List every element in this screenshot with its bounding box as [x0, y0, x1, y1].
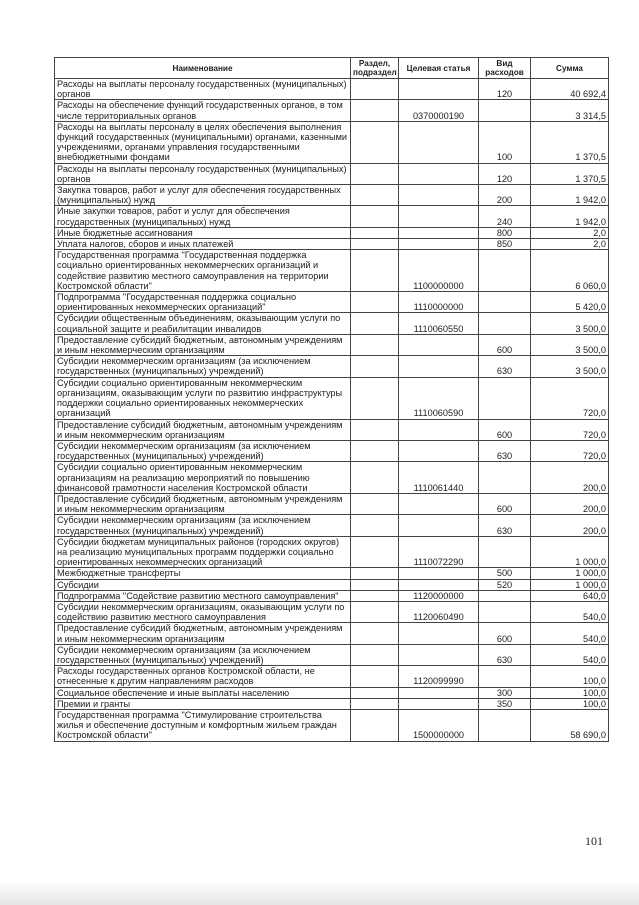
table-cell-target: 1120099990 [399, 666, 479, 687]
table-cell-sum: 720,0 [531, 377, 609, 419]
table-cell-target [399, 440, 479, 461]
table-cell-type [479, 601, 531, 622]
table-cell-type: 200 [479, 185, 531, 206]
table-row [55, 100, 609, 121]
table-cell-target [399, 227, 479, 238]
table-cell-sum: 1 000,0 [531, 536, 609, 568]
page-number: 101 [585, 834, 603, 848]
table-cell-type: 630 [479, 515, 531, 536]
table-cell-section [351, 250, 399, 292]
table-cell-name: Субсидии бюджетам муниципальных районов (городских округов) на реализацию муниципальных программ поддержки социально ориентированных некоммерческих организаций [55, 536, 351, 568]
table-row [55, 250, 609, 292]
table-cell-sum: 1 000,0 [531, 568, 609, 579]
table-cell-name: Иные закупки товаров, работ и услуг для обеспечения государственных (муниципальных) нужд [55, 206, 351, 227]
table-cell-section [351, 644, 399, 665]
table-row [55, 185, 609, 206]
table-cell-type: 520 [479, 579, 531, 590]
table-cell-section [351, 121, 399, 163]
table-row [55, 590, 609, 601]
table-row [55, 227, 609, 238]
table-cell-target [399, 419, 479, 440]
table-cell-sum: 540,0 [531, 601, 609, 622]
table-row [55, 356, 609, 377]
table-cell-type: 600 [479, 419, 531, 440]
table-cell-sum: 40 692,4 [531, 79, 609, 100]
table-cell-sum: 3 500,0 [531, 356, 609, 377]
table-cell-type: 350 [479, 698, 531, 709]
table-cell-name: Субсидии некоммерческим организациям (за исключением государственных (муниципальных) учреждений) [55, 356, 351, 377]
table-cell-sum: 6 060,0 [531, 250, 609, 292]
scan-edge [0, 881, 639, 905]
table-cell-target: 1110072290 [399, 536, 479, 568]
table-cell-section [351, 227, 399, 238]
table-cell-type: 300 [479, 687, 531, 698]
table-cell-section [351, 79, 399, 100]
table-cell-target: 1110060550 [399, 313, 479, 334]
table-cell-section [351, 313, 399, 334]
table-cell-section [351, 163, 399, 184]
table-cell-section [351, 579, 399, 590]
table-cell-section [351, 568, 399, 579]
table-cell-section [351, 100, 399, 121]
table-row [55, 121, 609, 163]
table-cell-sum: 100,0 [531, 687, 609, 698]
table-cell-section [351, 623, 399, 644]
table-cell-section [351, 206, 399, 227]
table-cell-target [399, 687, 479, 698]
table-cell-sum: 540,0 [531, 644, 609, 665]
table-cell-target [399, 185, 479, 206]
table-cell-target: 1110061440 [399, 462, 479, 494]
table-row [55, 579, 609, 590]
table-cell-type: 630 [479, 356, 531, 377]
table-row [55, 709, 609, 741]
table-cell-sum: 200,0 [531, 462, 609, 494]
table-cell-name: Субсидии социально ориентированным некоммерческим организациям на реализацию мероприятий по повышению финансовой грамотности населения Костромской области [55, 462, 351, 494]
table-cell-name: Субсидии некоммерческим организациям (за исключением государственных (муниципальных) учреждений) [55, 515, 351, 536]
table-header-row [55, 58, 609, 79]
table-cell-type [479, 666, 531, 687]
table-cell-name: Иные бюджетные ассигнования [55, 227, 351, 238]
table-cell-type [479, 536, 531, 568]
budget-table [54, 57, 609, 742]
table-cell-name: Межбюджетные трансферты [55, 568, 351, 579]
table-cell-section [351, 185, 399, 206]
header-section: Раздел, подраздел [351, 58, 399, 79]
table-cell-sum: 200,0 [531, 493, 609, 514]
table-cell-name: Предоставление субсидий бюджетным, автономным учреждениям и иным некоммерческим организациям [55, 623, 351, 644]
table-cell-name: Предоставление субсидий бюджетным, автономным учреждениям и иным некоммерческим организациям [55, 419, 351, 440]
table-cell-sum: 540,0 [531, 623, 609, 644]
table-cell-section [351, 687, 399, 698]
table-cell-type: 120 [479, 79, 531, 100]
table-cell-name: Субсидии [55, 579, 351, 590]
table-cell-type: 120 [479, 163, 531, 184]
table-cell-section [351, 462, 399, 494]
table-cell-sum: 1 370,5 [531, 121, 609, 163]
table-cell-section [351, 493, 399, 514]
table-cell-sum: 1 942,0 [531, 185, 609, 206]
table-cell-name: Предоставление субсидий бюджетным, автономным учреждениям и иным некоммерческим организациям [55, 493, 351, 514]
table-cell-sum: 58 690,0 [531, 709, 609, 741]
table-cell-name: Расходы на выплаты персоналу государственных (муниципальных) органов [55, 163, 351, 184]
table-cell-sum: 1 370,5 [531, 163, 609, 184]
table-cell-type: 850 [479, 239, 531, 250]
table-cell-type [479, 709, 531, 741]
table-cell-name: Государственная программа "Государственная поддержка социально ориентированных некоммерческих организаций и содействие развитию местного самоуправления на территории Костромской области" [55, 250, 351, 292]
table-cell-type: 100 [479, 121, 531, 163]
table-cell-type: 240 [479, 206, 531, 227]
header-target: Целевая статья [399, 58, 479, 79]
table-cell-name: Расходы на выплаты персоналу в целях обеспечения выполнения функций государственных (муниципальными) органами, казенными учреждениями, органами управления государственными внебюджетными фондами [55, 121, 351, 163]
table-cell-sum: 1 942,0 [531, 206, 609, 227]
table-row [55, 334, 609, 355]
table-cell-name: Подпрограмма "Содействие развитию местного самоуправления" [55, 590, 351, 601]
table-cell-name: Расходы на обеспечение функций государственных органов, в том числе территориальных органов [55, 100, 351, 121]
table-cell-type [479, 462, 531, 494]
table-row [55, 644, 609, 665]
table-cell-type [479, 377, 531, 419]
table-row [55, 698, 609, 709]
table-cell-sum: 100,0 [531, 698, 609, 709]
table-row [55, 292, 609, 313]
table-row [55, 493, 609, 514]
table-row [55, 79, 609, 100]
table-cell-target [399, 515, 479, 536]
table-cell-section [351, 377, 399, 419]
table-cell-target: 1120060490 [399, 601, 479, 622]
table-row [55, 163, 609, 184]
table-cell-name: Премии и гранты [55, 698, 351, 709]
table-cell-name: Закупка товаров, работ и услуг для обеспечения государственных (муниципальных) нужд [55, 185, 351, 206]
table-cell-type: 500 [479, 568, 531, 579]
table-cell-name: Государственная программа "Стимулирование строительства жилья и обеспечение доступным и комфортным жильем граждан Костромской области" [55, 709, 351, 741]
table-row [55, 536, 609, 568]
table-cell-type: 800 [479, 227, 531, 238]
table-cell-section [351, 239, 399, 250]
table-cell-type [479, 250, 531, 292]
table-cell-sum: 1 000,0 [531, 579, 609, 590]
table-row [55, 666, 609, 687]
table-cell-sum: 720,0 [531, 419, 609, 440]
table-row [55, 462, 609, 494]
table-row [55, 515, 609, 536]
table-cell-section [351, 334, 399, 355]
table-cell-type [479, 590, 531, 601]
table-cell-target [399, 163, 479, 184]
table-cell-sum: 2,0 [531, 239, 609, 250]
table-cell-type [479, 100, 531, 121]
table-cell-target: 1100000000 [399, 250, 479, 292]
table-cell-sum: 5 420,0 [531, 292, 609, 313]
table-cell-target [399, 644, 479, 665]
table-cell-name: Субсидии общественным объединениям, оказывающим услуги по социальной защите и реабилитации инвалидов [55, 313, 351, 334]
table-cell-target: 1500000000 [399, 709, 479, 741]
table-cell-target [399, 334, 479, 355]
header-type: Вид расходов [479, 58, 531, 79]
table-row [55, 313, 609, 334]
table-cell-section [351, 601, 399, 622]
table-cell-sum: 720,0 [531, 440, 609, 461]
table-row [55, 377, 609, 419]
table-cell-type: 630 [479, 440, 531, 461]
table-cell-section [351, 515, 399, 536]
table-cell-target: 0370000190 [399, 100, 479, 121]
table-cell-target [399, 623, 479, 644]
table-row [55, 601, 609, 622]
table-cell-type: 600 [479, 334, 531, 355]
table-cell-target [399, 579, 479, 590]
table-cell-name: Социальное обеспечение и иные выплаты населению [55, 687, 351, 698]
table-cell-target [399, 698, 479, 709]
table-cell-name: Расходы государственных органов Костромской области, не отнесенные к другим направлениям расходов [55, 666, 351, 687]
table-cell-type [479, 292, 531, 313]
table-cell-sum: 2,0 [531, 227, 609, 238]
table-cell-section [351, 356, 399, 377]
table-cell-section [351, 536, 399, 568]
table-row [55, 568, 609, 579]
table-cell-target [399, 568, 479, 579]
table-cell-type: 600 [479, 493, 531, 514]
table-cell-section [351, 292, 399, 313]
table-cell-name: Субсидии некоммерческим организациям (за исключением государственных (муниципальных) учреждений) [55, 440, 351, 461]
table-cell-sum: 640,0 [531, 590, 609, 601]
table-cell-type: 630 [479, 644, 531, 665]
header-sum: Сумма [531, 58, 609, 79]
table-cell-target: 1110060590 [399, 377, 479, 419]
table-cell-section [351, 709, 399, 741]
table-cell-target [399, 239, 479, 250]
table-cell-name: Подпрограмма "Государственная поддержка социально ориентированных некоммерческих организаций" [55, 292, 351, 313]
table-cell-section [351, 666, 399, 687]
table-row [55, 687, 609, 698]
table-row [55, 623, 609, 644]
table-row [55, 206, 609, 227]
table-cell-sum: 3 314,5 [531, 100, 609, 121]
table-row [55, 239, 609, 250]
table-cell-section [351, 440, 399, 461]
table-row [55, 440, 609, 461]
table-cell-target [399, 121, 479, 163]
table-cell-name: Субсидии социально ориентированным некоммерческим организациям, оказывающим услуги по развитию инфраструктуры поддержки социально ориентированных некоммерческих организаций [55, 377, 351, 419]
table-cell-name: Субсидии некоммерческим организациям (за исключением государственных (муниципальных) учреждений) [55, 644, 351, 665]
header-name: Наименование [55, 58, 351, 79]
table-row [55, 419, 609, 440]
table-cell-section [351, 698, 399, 709]
table-cell-section [351, 419, 399, 440]
table-cell-target: 1120000000 [399, 590, 479, 601]
table-cell-target [399, 493, 479, 514]
table-cell-sum: 3 500,0 [531, 334, 609, 355]
table-cell-sum: 3 500,0 [531, 313, 609, 334]
table-cell-target [399, 79, 479, 100]
table-cell-target [399, 206, 479, 227]
table-cell-name: Субсидии некоммерческим организациям, оказывающим услуги по содействию развитию местного самоуправления [55, 601, 351, 622]
table-cell-target: 1110000000 [399, 292, 479, 313]
table-cell-section [351, 590, 399, 601]
table-cell-type [479, 313, 531, 334]
table-cell-name: Уплата налогов, сборов и иных платежей [55, 239, 351, 250]
table-cell-name: Предоставление субсидий бюджетным, автономным учреждениям и иным некоммерческим организациям [55, 334, 351, 355]
table-cell-sum: 200,0 [531, 515, 609, 536]
table-cell-type: 600 [479, 623, 531, 644]
table-cell-name: Расходы на выплаты персоналу государственных (муниципальных) органов [55, 79, 351, 100]
table-cell-sum: 100,0 [531, 666, 609, 687]
table-cell-target [399, 356, 479, 377]
